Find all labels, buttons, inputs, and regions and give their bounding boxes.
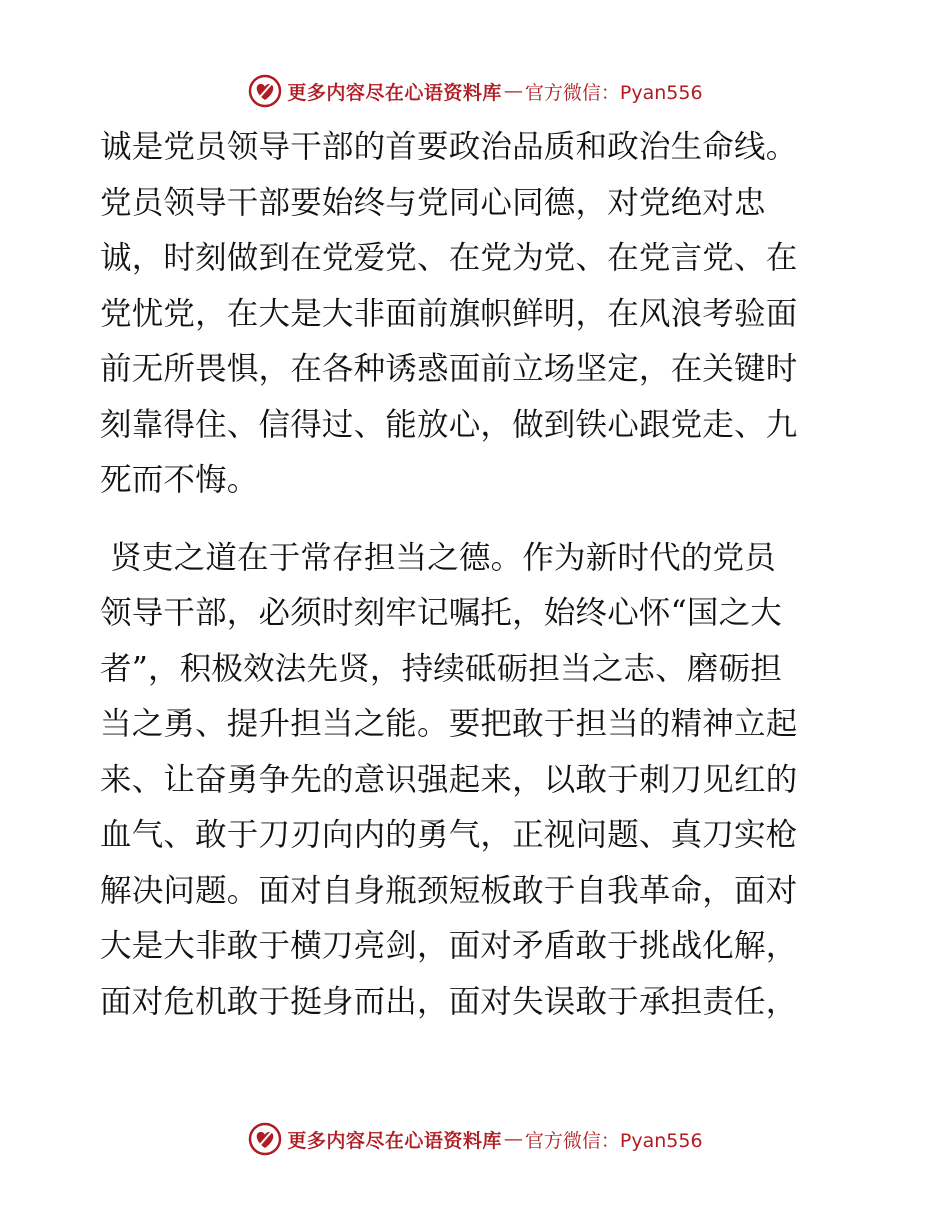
text-line: 党忧党，在大是大非面前旗帜鲜明，在风浪考验面 — [100, 295, 798, 332]
text-line: 前无所畏惧，在各种诱惑面前立场坚定，在关键时 — [100, 351, 798, 387]
text-line: 诚是党员领导干部的首要政治品质和政治生命线。 — [100, 129, 798, 165]
document-body — [100, 120, 860, 1086]
text-line — [100, 1030, 860, 1086]
watermark-wechat-text: 官方微信：Pyan556 — [524, 1129, 703, 1152]
text-line: 者”，积极效法先贤，持续砥砺担当之志、磨砺担 — [100, 650, 783, 687]
watermark-main-text: 更多内容尽在心语资料库 — [287, 81, 502, 104]
heart-logo-icon — [247, 73, 283, 109]
text-line: 死而不悔。 — [100, 462, 259, 498]
watermark-separator: — — [503, 80, 523, 102]
paragraph — [100, 120, 860, 509]
watermark-main-text: 更多内容尽在心语资料库 — [287, 1129, 502, 1152]
text-line: 当之勇、提升担当之能。要把敢于担当的精神立起 — [100, 706, 798, 742]
text-line: 刻靠得住、信得过、能放心，做到铁心跟党走、九 — [100, 406, 798, 443]
text-line: 血气、敢于刀刃向内的勇气，正视问题、真刀实枪 — [100, 817, 798, 853]
watermark-separator: — — [503, 1128, 523, 1150]
paragraph — [100, 531, 860, 1086]
footer-watermark — [0, 1119, 950, 1159]
text-line: 诚，时刻做到在党爱党、在党为党、在党言党、在 — [100, 240, 798, 276]
paragraph-gap — [100, 509, 860, 531]
header-watermark — [0, 71, 950, 111]
text-line: 来、让奋勇争先的意识强起来，以敢于刺刀见红的 — [100, 761, 798, 798]
heart-logo-icon — [247, 1121, 283, 1157]
text-line: 大是大非敢于横刀亮剑，面对矛盾敢于挑战化解， — [100, 928, 798, 964]
text-line: 面对危机敢于挺身而出，面对失误敢于承担责任， — [100, 983, 798, 1020]
text-line: 领导干部，必须时刻牢记嘱托，始终心怀“国之大 — [100, 595, 783, 631]
text-line: 解决问题。面对自身瓶颈短板敢于自我革命，面对 — [100, 872, 798, 909]
text-line: 党员领导干部要始终与党同心同德，对党绝对忠 — [100, 184, 766, 221]
watermark-wechat-text: 官方微信：Pyan556 — [524, 81, 703, 104]
text-line: 贤吏之道在于常存担当之德。作为新时代的党员 — [100, 539, 776, 576]
